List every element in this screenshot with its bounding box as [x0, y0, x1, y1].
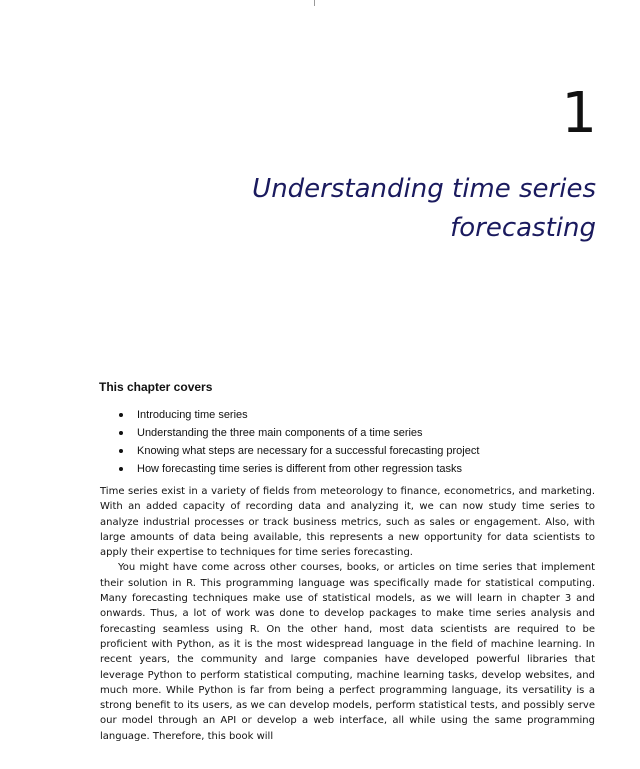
list-item: How forecasting time series is different from other regression tasks	[119, 460, 479, 478]
chapter-number: 1	[561, 81, 597, 146]
paragraph-1: Time series exist in a variety of fields from meteorology to finance, econometrics, and marketing. With an added capacity of recording data and analyzing it, we can now study time series to analyze industrial processes or track business metrics, such as sales or engagement. Also, with large amounts of data being available, this represents a new opportunity for data scientists to apply their expertise to techniques for time series forecasting.	[100, 486, 595, 559]
list-item: Understanding the three main components of a time series	[119, 424, 479, 442]
body-text	[100, 484, 595, 744]
chapter-covers-list	[119, 406, 479, 478]
page-top-mark	[314, 0, 315, 6]
chapter-covers-heading: This chapter covers	[99, 380, 213, 394]
list-item: Knowing what steps are necessary for a successful forecasting project	[119, 442, 479, 460]
list-item: Introducing time series	[119, 406, 479, 424]
paragraph-2: You might have come across other courses, books, or articles on time series that implement their solution in R. This programming language was specifically made for statistical computing. Many forecasting techniques make use of statistical models, as we will learn in chapter 3 and onwards. Thus, a lot of work was done to develop packages to make time series analysis and forecasting seamless using R. On the other hand, most data scientists are required to be proficient with Python, as it is the most widespread language in the field of machine learning. In recent years, the community and large companies have developed powerful libraries that leverage Python to perform statistical computing, machine learning tasks, develop websites, and much more. While Python is far from being a perfect programming language, its versatility is a strong benefit to its users, as we can develop models, perform statistical tests, and possibly serve our model through an API or develop a web interface, all while using the same programming language. Therefore, this book will	[100, 562, 595, 742]
chapter-title: Understanding time series forecasting	[252, 174, 596, 243]
